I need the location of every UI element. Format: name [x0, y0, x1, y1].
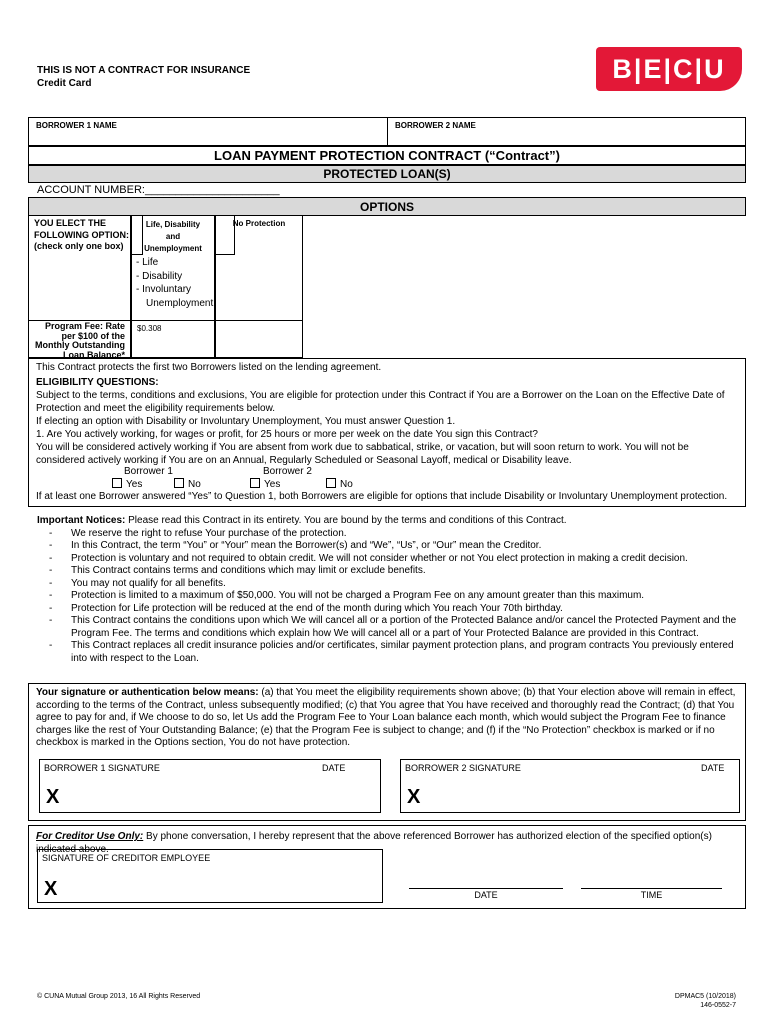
coverage-disability: - Disability [136, 270, 183, 282]
borrower-1-yes[interactable]: Yes [112, 478, 142, 492]
notice-item: - This Contract contains terms and conditions which may limit or exclude benefits. [37, 565, 737, 578]
checkbox-icon [174, 478, 184, 488]
borrower-2-signature-label: BORROWER 2 SIGNATURE [405, 763, 521, 773]
borrower-2-yes[interactable]: Yes [250, 478, 280, 492]
fee-value-cell [131, 320, 215, 358]
borrower-1-date-label: DATE [322, 763, 346, 773]
notice-item: - You may not qualify for all benefits. [37, 578, 737, 591]
elect-label: YOU ELECT THE FOLLOWING OPTION: (check only one box) [34, 218, 129, 251]
fee-label: Program Fee: Rate per $100 of the Monthly Outstanding Loan Balance* [35, 321, 125, 360]
option-life-disability-unemployment [131, 215, 215, 321]
borrower-1-name-label: BORROWER 1 NAME [36, 121, 117, 130]
notice-item: - Protection is limited to a maximum of $50,000. You will not be charged a Program Fee on any amount greater than this maximum. [37, 590, 737, 603]
notice-item: - Protection for Life protection will be reduced at the end of the month during which You reach Your 70th birthday. [37, 603, 737, 616]
protects-statement: This Contract protects the first two Borrowers listed on the lending agreement. [36, 362, 382, 373]
checkbox-icon [112, 478, 122, 488]
option-2-header: No Protection [232, 219, 286, 228]
creditor-time-line[interactable] [581, 888, 722, 889]
borrower-1-name-field[interactable] [33, 132, 383, 144]
elect-label-cell [28, 215, 131, 321]
becu-logo: B|E|C|U [596, 47, 742, 91]
coverage-unemployment: - Involuntary Unemployment [136, 284, 214, 309]
creditor-section [28, 825, 746, 909]
eligibility-para-3: You will be considered actively working if You are absent from work due to sabbatical, strike, or vacation, but will soon return to work. You will not be considered actively working if You are on an Annual, Regularly Scheduled or Seasonal Layoff, medical or Disability leave. [36, 442, 689, 466]
coverage-life: - Life [136, 257, 159, 268]
protected-loans-heading: PROTECTED LOAN(S) [28, 165, 746, 183]
signature-section [28, 683, 746, 821]
eligibility-section [28, 358, 746, 507]
eligibility-para-4: If at least one Borrower answered “Yes” to Question 1, both Borrowers are eligible for options that include Disability or Involuntary Unemployment protection. [36, 491, 728, 502]
borrower-2-date-label: DATE [701, 763, 725, 773]
borrower-1-signature-label: BORROWER 1 SIGNATURE [44, 763, 160, 773]
question-1: 1. Are You actively working, for wages or profit, for 25 hours or more per week on the date You sign this Contract? [36, 429, 538, 440]
borrower-1-signature-box[interactable] [39, 759, 381, 813]
options-heading: OPTIONS [28, 197, 746, 216]
borrower-1-no[interactable]: No [174, 478, 201, 492]
option-1-header: Life, Disability and Unemployment [144, 220, 202, 253]
creditor-sign-x: X [44, 878, 58, 900]
creditor-signature-box[interactable] [37, 849, 383, 903]
account-number: ACCOUNT NUMBER:______________________ [37, 184, 280, 196]
copyright: © CUNA Mutual Group 2013, 16 All Rights Reserved [37, 993, 201, 1000]
borrower-2-name-label: BORROWER 2 NAME [395, 121, 476, 130]
product-name: Credit Card [37, 78, 92, 89]
eligibility-para-1: Subject to the terms, conditions and exclusions, You are eligible for protection under this Contract if You are a Borrower on the Loan on the Effective Date of Protection and meet the eligibility requirements below. [36, 390, 725, 414]
fee-label-cell [28, 320, 131, 358]
coverage-list [136, 256, 216, 310]
creditor-date-line[interactable] [409, 888, 563, 889]
signature-terms: Your signature or authentication below means: (a) that You meet the eligibility requirements shown above; (b) that Your election above will remain in effect, according to the terms of the Contract, unless subsequently modified; (c) that You agree that You have received and thoroughly read the Contract; (d) that You agree to pay for and, if We choose to do so, let Us add the Program Fee to Your Loan balance each month, which would subject the Program Fee to finance charges like the rest of Your Outstanding Balance; (e) that the Program Fee is subject to change; and (f) if the “No Protection” checkbox is marked or if no checkbox is marked in the Options section, You do not have protection. [36, 687, 736, 748]
important-notices [37, 515, 737, 665]
notice-item: - Protection is voluntary and not required to obtain credit. We will not consider whether or not You elect protection in making a credit decision. [37, 553, 737, 566]
option-no-protection [215, 215, 303, 321]
notices-lead: Important Notices: Please read this Contract in its entirety. You are bound by the terms and conditions of this Contract. [37, 515, 567, 526]
borrower-2-no[interactable]: No [326, 478, 353, 492]
notices-list [37, 528, 737, 666]
fee-empty-cell [215, 320, 303, 358]
creditor-signature-label: SIGNATURE OF CREDITOR EMPLOYEE [42, 853, 211, 863]
borrower-1-label: Borrower 1 [124, 466, 173, 477]
eligibility-heading: ELIGIBILITY QUESTIONS: [36, 377, 159, 388]
form-number: 146-0552-7 [700, 1002, 736, 1009]
borrower-1-sign-x: X [46, 786, 60, 808]
notice-item: - In this Contract, the term “You” or “Your” mean the Borrower(s) and “We”, “Us”, or “Our” mean the Creditor. [37, 540, 737, 553]
notice-item: - We reserve the right to refuse Your purchase of the protection. [37, 528, 737, 541]
eligibility-para-2: If electing an option with Disability or Involuntary Unemployment, You must answer Question 1. [36, 416, 456, 427]
contract-title: LOAN PAYMENT PROTECTION CONTRACT (“Contract”) [28, 146, 746, 165]
notice-item: - This Contract replaces all credit insurance policies and/or certificates, similar payment protection plans, and program contracts You previously entered into with respect to the Loan. [37, 640, 737, 665]
option-2-checkbox[interactable] [215, 215, 235, 255]
creditor-time-label: TIME [640, 890, 663, 900]
fee-value: $0.308 [137, 324, 162, 333]
borrower-2-label: Borrower 2 [263, 466, 312, 477]
form-id: DPMAC5 (10/2018) [674, 993, 736, 1000]
borrower-names-row [28, 117, 746, 146]
option-1-checkbox[interactable] [131, 215, 143, 255]
not-insurance-notice: THIS IS NOT A CONTRACT FOR INSURANCE [37, 65, 251, 76]
notice-item: - This Contract contains the conditions upon which We will cancel all or a portion of the Protected Balance and/or cancel the Protected Payment and the Program Fee. The terms and conditions which explain how We will cancel all or a part of Your Protected Balance are provided in this Contract. [37, 615, 737, 640]
borrower-2-sign-x: X [407, 786, 421, 808]
creditor-date-label: DATE [474, 890, 498, 900]
creditor-statement: For Creditor Use Only: By phone conversation, I hereby represent that the above referenced Borrower has authorized election of the specified option(s) indicated above. [36, 831, 712, 855]
checkbox-icon [250, 478, 260, 488]
checkbox-icon [326, 478, 336, 488]
borrower-2-name-field[interactable] [392, 132, 742, 144]
borrower-2-signature-box[interactable] [400, 759, 740, 813]
